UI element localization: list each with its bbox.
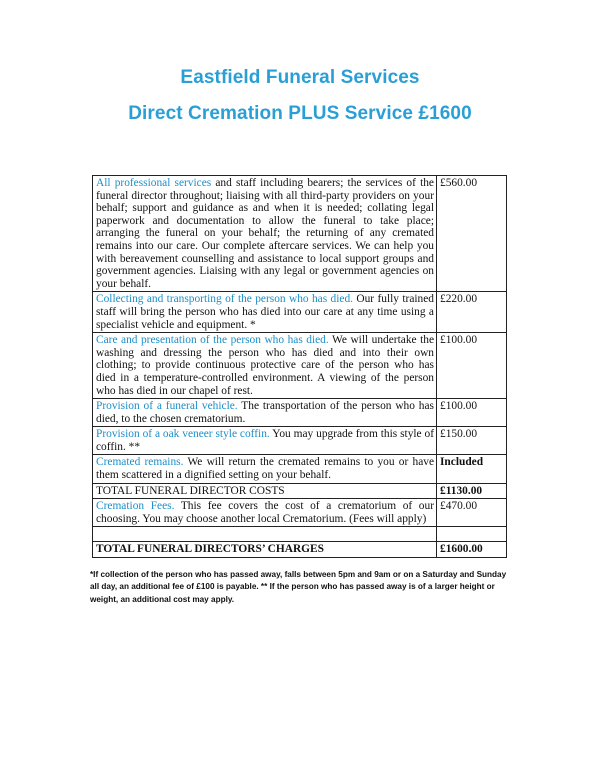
row-text: We will return the cremated remains to you or have them scattered in a dignified setting on your behalf. [96,456,434,482]
subtotal-value: £1130.00 [437,483,507,499]
row-text: The transportation of the person who has died, to the chosen crematorium. [96,400,434,425]
table-row [93,292,507,333]
row-description [93,455,437,483]
row-text: This fee covers the cost of a crematorium of our choosing. You may choose another local Crematorium. (Fees will apply) [96,500,434,525]
row-heading: Collecting and transporting of the person who has died. [96,293,353,306]
empty-row [93,527,507,542]
row-text: You may upgrade from this style of coffin. ** [96,428,435,453]
row-description [93,427,437,455]
row-heading: All professional services [96,177,212,189]
row-heading: Cremation Fees. [96,500,175,513]
row-price: £220.00 [437,292,507,333]
table-row [93,333,507,399]
table-row [93,427,507,455]
total-value: £1600.00 [437,542,507,558]
package-title: Direct Cremation PLUS Service £1600 [128,103,472,124]
table-row [93,455,507,483]
row-price: £150.00 [437,427,507,455]
total-label: TOTAL FUNERAL DIRECTORS’ CHARGES [93,542,437,558]
row-description [93,176,437,292]
row-heading: Care and presentation of the person who has died. [96,334,329,347]
row-text: Our fully trained staff will bring the person who has died into our care at any time using a specialist vehicle and equipment. * [96,293,434,331]
row-text: We will undertake the washing and dressing the person who has died and into their own clothing; to provide continuous protective care of the person who has died in a temperature-controlled environment. A viewing of the person who has died in our chapel of rest. [96,334,435,397]
footnote: *If collection of the person who has passed away, falls between 5pm and 9am or on a Saturday and Sunday all day, an additional fee of £100 is payable. ** If the person who has passed away is of a larger height or weight, an additional cost may apply. [90,570,507,604]
row-description [93,499,437,527]
row-heading: Provision of a oak veneer style coffin. [96,428,270,441]
row-price: Included [437,455,507,483]
table-row [93,499,507,527]
table-row [93,176,507,292]
empty-cell [93,527,437,542]
total-row [93,542,507,558]
table-row [93,399,507,427]
row-description [93,333,437,399]
row-description [93,292,437,333]
row-description [93,399,437,427]
row-price: £100.00 [437,333,507,399]
row-heading: Provision of a funeral vehicle. [96,400,238,413]
company-name: Eastfield Funeral Services [180,67,420,88]
row-price: £100.00 [437,399,507,427]
subtotal-label: TOTAL FUNERAL DIRECTOR COSTS [93,483,437,499]
empty-cell [437,527,507,542]
price-table [92,175,507,558]
row-text: and staff including bearers; the services of the funeral director throughout; liaising with all third-party providers on your behalf; support and guidance as and when it is needed; collating legal paperwork and documentation to allow the funeral to take place; arranging the funeral on your behalf; the returning of any cremated remains into our care. Our complete aftercare services. We can help you with bereavement counselling and assistance to local support groups and government agencies. Liaising with any legal or government agencies on your behalf. [96,177,434,290]
row-heading: Cremated remains. [96,456,184,469]
subtotal-row [93,483,507,499]
row-price: £470.00 [437,499,507,527]
row-price: £560.00 [437,176,507,292]
